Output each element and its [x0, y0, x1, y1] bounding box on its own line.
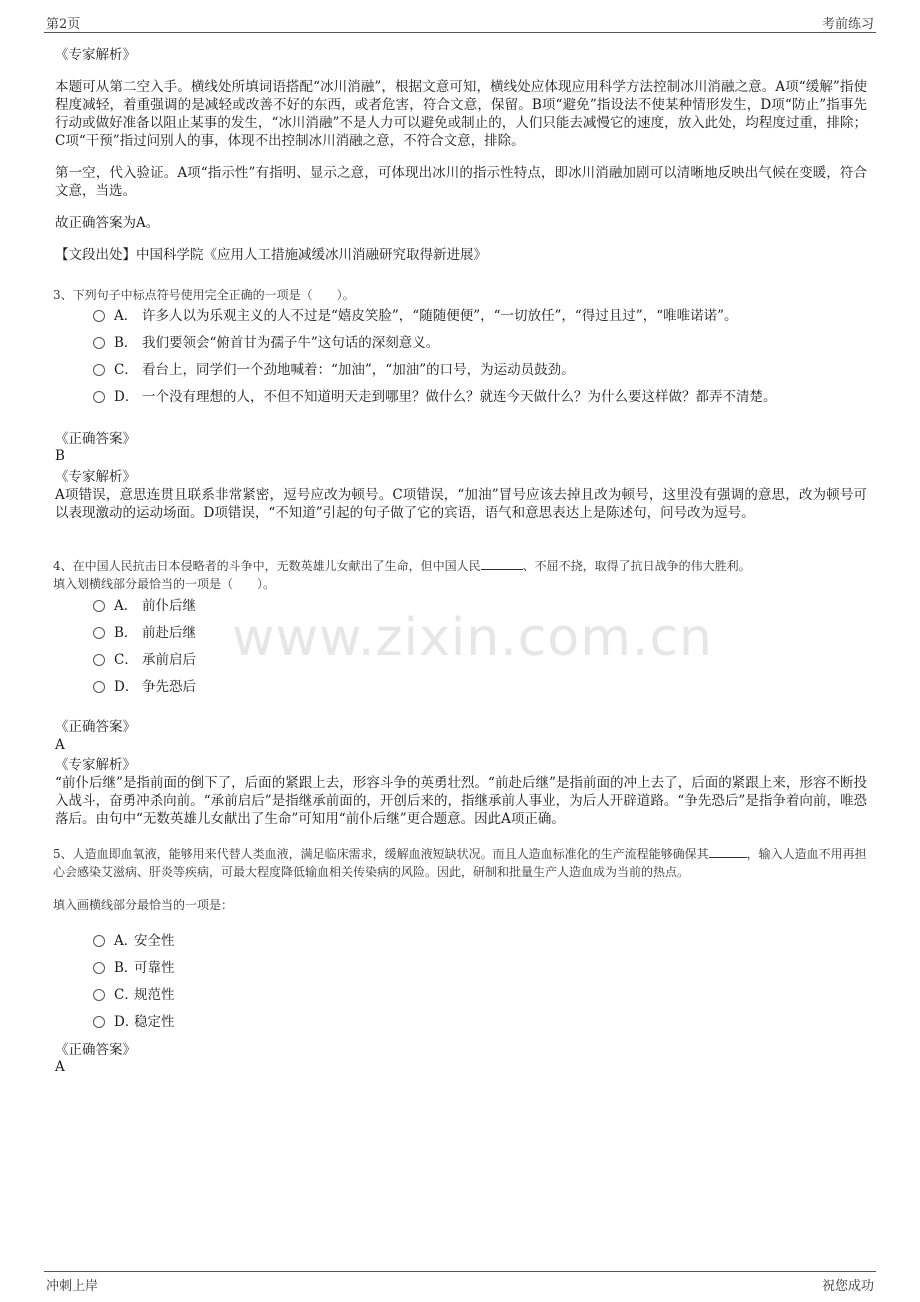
- q4-option-d[interactable]: D． 争先恐后: [93, 678, 196, 696]
- answer-blank: [709, 845, 747, 858]
- footer-right-text: 祝您成功: [821, 1279, 874, 1294]
- option-text: 规范性: [134, 987, 175, 1003]
- q3-analysis: A项错误，意思连贯且联系非常紧密，逗号应改为顿号。C项错误，“加油”冒号应该去掉且改为顿号，这里没有强调的意思，改为顿号可以表现激动的运动场面。D项错误，“不知道”引起的句子做了它的宾语，语气和意思表达上是陈述句，问号改为逗号。: [55, 487, 867, 521]
- radio-icon[interactable]: [93, 310, 105, 322]
- q3-option-b[interactable]: B． 我们要领会“俯首甘为孺子牛”这句话的深刻意义。: [93, 334, 439, 352]
- radio-icon[interactable]: [93, 681, 105, 693]
- option-text: 承前启后: [142, 652, 196, 668]
- page-header: [44, 12, 876, 33]
- q3-answer: B: [55, 448, 65, 464]
- radio-icon[interactable]: [93, 1016, 105, 1028]
- answer-blank: [481, 557, 523, 570]
- q4-option-c[interactable]: C． 承前启后: [93, 651, 196, 669]
- q4-answer-label: 《正确答案》: [55, 719, 136, 735]
- q5-option-c[interactable]: C．规范性: [93, 986, 175, 1004]
- radio-icon[interactable]: [93, 962, 105, 974]
- q5-stem: 5、人造血即血氧液，能够用来代替人类血液，满足临床需求，缓解血液短缺状况。而且人造血标准化的生产流程能够确保其 ，输入人造血不用再担心会感染艾滋病、肝炎等疾病，可最大程度降低输血相关传染病的风险。因此，研制和批量生产人造血成为当前的热点。: [53, 847, 867, 879]
- option-text: 前仆后继: [142, 598, 196, 614]
- q4-option-b[interactable]: B． 前赴后继: [93, 624, 196, 642]
- watermark: www.zixin.com.cn: [232, 608, 713, 668]
- radio-icon[interactable]: [93, 337, 105, 349]
- radio-icon[interactable]: [93, 391, 105, 403]
- q2-analysis-p2: 第一空，代入验证。A项“指示性”有指明、显示之意，可体现出冰川的指示性特点，即冰川消融加剧可以清晰地反映出气候在变暖，符合文意，当选。: [55, 165, 867, 199]
- option-text: 我们要领会“俯首甘为孺子牛”这句话的深刻意义。: [142, 335, 440, 351]
- q3-option-a[interactable]: A． 许多人以为乐观主义的人不过是“嬉皮笑脸”，“随随便便”，“一切放任”，“得过且过”，“唯唯诺诺”。: [93, 307, 738, 325]
- radio-icon[interactable]: [93, 627, 105, 639]
- q5-option-d[interactable]: D．稳定性: [93, 1013, 175, 1031]
- q4-option-a[interactable]: A． 前仆后继: [93, 597, 196, 615]
- q4-stem-line2: 填入划横线部分最恰当的一项是（ ）。: [53, 577, 276, 591]
- q3-analysis-label: 《专家解析》: [55, 469, 136, 485]
- radio-icon[interactable]: [93, 989, 105, 1001]
- q3-option-d[interactable]: D． 一个没有理想的人，不但不知道明天走到哪里？做什么？就连今天做什么？为什么要这样做？都弄不清楚。: [93, 388, 777, 406]
- page-number: 第2页: [46, 17, 81, 32]
- header-title: 考前练习: [821, 17, 874, 32]
- radio-icon[interactable]: [93, 600, 105, 612]
- q4-answer: A: [55, 737, 65, 753]
- option-text: 可靠性: [134, 960, 175, 976]
- q2-analysis-label: 《专家解析》: [55, 47, 136, 63]
- q3-stem: 3、下列句子中标点符号使用完全正确的一项是（ ）。: [53, 288, 355, 302]
- q5-stem-line2: 填入画横线部分最恰当的一项是：: [53, 898, 234, 912]
- radio-icon[interactable]: [93, 935, 105, 947]
- page-footer: [44, 1271, 876, 1294]
- q2-source: 【文段出处】中国科学院《应用人工措施减缓冰川消融研究取得新进展》: [55, 247, 487, 263]
- q2-conclusion: 故正确答案为A。: [55, 215, 160, 231]
- q4-stem: 4、在中国人民抗击日本侵略者的斗争中，无数英雄儿女献出了生命，但中国人民 、不屈不挠，取得了抗日战争的伟大胜利。: [53, 559, 751, 573]
- option-text: 争先恐后: [142, 679, 196, 695]
- q3-option-c[interactable]: C． 看台上，同学们一个劲地喊着：“加油”，“加油”的口号，为运动员鼓劲。: [93, 361, 575, 379]
- q4-analysis: “前仆后继”是指前面的倒下了，后面的紧跟上去，形容斗争的英勇壮烈。“前赴后继”是指前面的冲上去了，后面的紧跟上来，形容不断投入战斗，奋勇冲杀向前。“承前启后”是指继承前面的，开创后来的，指继承前人事业，为后人开辟道路。“争先恐后”是指争着向前，唯恐落后。由句中“无数英雄儿女献出了生命”可知用“前仆后继”更合题意。因此A项正确。: [55, 775, 867, 827]
- option-text: 看台上，同学们一个劲地喊着：“加油”，“加油”的口号，为运动员鼓劲。: [142, 362, 575, 378]
- q5-option-a[interactable]: A．安全性: [93, 932, 175, 950]
- option-text: 一个没有理想的人，不但不知道明天走到哪里？做什么？就连今天做什么？为什么要这样做？都弄不清楚。: [142, 389, 777, 405]
- footer-left-text: 冲刺上岸: [46, 1279, 99, 1294]
- option-text: 前赴后继: [142, 625, 196, 641]
- q4-analysis-label: 《专家解析》: [55, 757, 136, 773]
- radio-icon[interactable]: [93, 654, 105, 666]
- option-text: 稳定性: [134, 1014, 175, 1030]
- q5-option-b[interactable]: B．可靠性: [93, 959, 175, 977]
- q5-answer: A: [55, 1059, 65, 1075]
- q2-analysis-p1: 本题可从第二空入手。横线处所填词语搭配“冰川消融”，根据文意可知，横线处应体现应用科学方法控制冰川消融之意。A项“缓解”指使程度减轻，着重强调的是减轻或改善不好的东西，或者危害，符合文意，保留。B项“避免”指设法不使某种情形发生，D项“防止”指事先行动或做好准备以阻止某事的发生，“冰川消融”不是人力可以避免或制止的，人们只能去减慢它的速度，放入此处，均程度过重，排除；C项“干预”指过问别人的事，体现不出控制冰川消融之意，不符合文意，排除。: [55, 79, 867, 149]
- radio-icon[interactable]: [93, 364, 105, 376]
- q5-answer-label: 《正确答案》: [55, 1042, 136, 1058]
- option-text: 许多人以为乐观主义的人不过是“嬉皮笑脸”，“随随便便”，“一切放任”，“得过且过”，“唯唯诺诺”。: [142, 308, 738, 324]
- option-text: 安全性: [134, 933, 175, 949]
- q3-answer-label: 《正确答案》: [55, 431, 136, 447]
